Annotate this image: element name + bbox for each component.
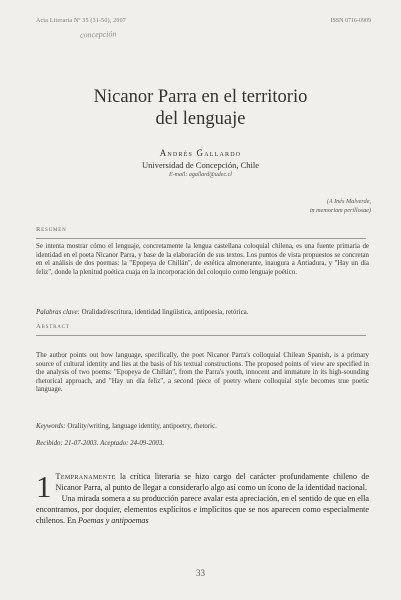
author-affiliation: Universidad de Concepción, Chile <box>141 160 260 170</box>
keywords-value: Oralidad/escritura, identidad lingüística, antipoesía, retórica. <box>81 309 249 316</box>
article-body <box>36 469 369 527</box>
received-date: Recibido: 21-07-2003. <box>36 440 99 447</box>
title-line-2: del lenguaje <box>155 109 246 129</box>
handwritten-note: concepción <box>79 29 117 40</box>
page-number: 33 <box>196 568 205 578</box>
resumen-text: Se intenta mostrar cómo el lenguaje, concretamente la lengua castellana coloquial chilena, es una fuente primaria de identidad en el poeta Nicanor Parra, y base de la elaboración de sus textos. Los puntos de vista propuestos se concretan en el análisis de dos poemas: la "Epopeya de Chillán", de estética almonerante, inaugura a Antiadura, y "Hay un día feliz", donde la plenitud poética cuaja en la incorporación del coloquio como lenguaje poético. <box>36 243 369 276</box>
keywords-label: Palabras clave: <box>36 309 80 316</box>
abstract-heading: Abstract <box>36 323 70 330</box>
issn: ISSN 0716-0909 <box>330 18 371 24</box>
author-email: E-mail: agallard@udec.cl <box>169 172 232 178</box>
body-paragraph-2: Una mirada somera a su producción parece avalar esta apreciación, en el sentido de que en ella encontramos, por doquier, elementos explícitos e implícitos que se nos aparecen como especialmente chilenos. En <box>36 493 369 525</box>
keywords-label: Keywords: <box>36 423 66 430</box>
journal-citation: Acta Literaria Nº 35 (31-50), 2007 <box>36 18 126 24</box>
author-name: Andrés Gallardo <box>159 148 242 158</box>
abstract-text: The author points out how language, specifically, the poet Nicanor Parra's colloquial Chilean Spanish, is a primary source of cultural identity and lies at the basis of his textual constructions. The proposed points of view are specified in the analysis of two poems: "Epopeya de Chillán", from the Parra's youth, innocent and immature in its high-sounding rhetorical approach, and "Hay un día feliz", a second piece of poetry where colloquial style becomes true poetic language. <box>36 352 369 394</box>
resumen-keywords <box>36 309 369 318</box>
body-paragraph-1: la crítica literaria se hizo cargo del carácter profundamente chileno de Nicanor Parra, al punto de llegar a considerarlo algo así como un ícono de la identidad nacional. <box>55 472 369 492</box>
accepted-date: Aceptado: 24-09-2003. <box>100 440 165 447</box>
lead-word: Tempranamente <box>55 472 116 481</box>
section-number-dropcap: 1 <box>36 469 52 504</box>
book-title: Poemas y antipoemas <box>78 515 149 525</box>
article-title <box>0 86 401 130</box>
dedication-line-2: in memoriam perillosae) <box>309 206 371 214</box>
keywords-value: Orality/writing, language identity, antipoetry, rhetoric. <box>67 423 217 430</box>
abstract-keywords <box>36 423 369 432</box>
dedication-line-1: (A Inés Malverde, <box>326 198 371 205</box>
title-line-1: Nicanor Parra en el territorio <box>93 87 308 107</box>
submission-dates <box>36 440 369 449</box>
resumen-heading: Resumen <box>36 226 67 233</box>
dedication <box>310 198 371 215</box>
section-divider <box>36 335 366 336</box>
section-divider <box>36 238 366 239</box>
